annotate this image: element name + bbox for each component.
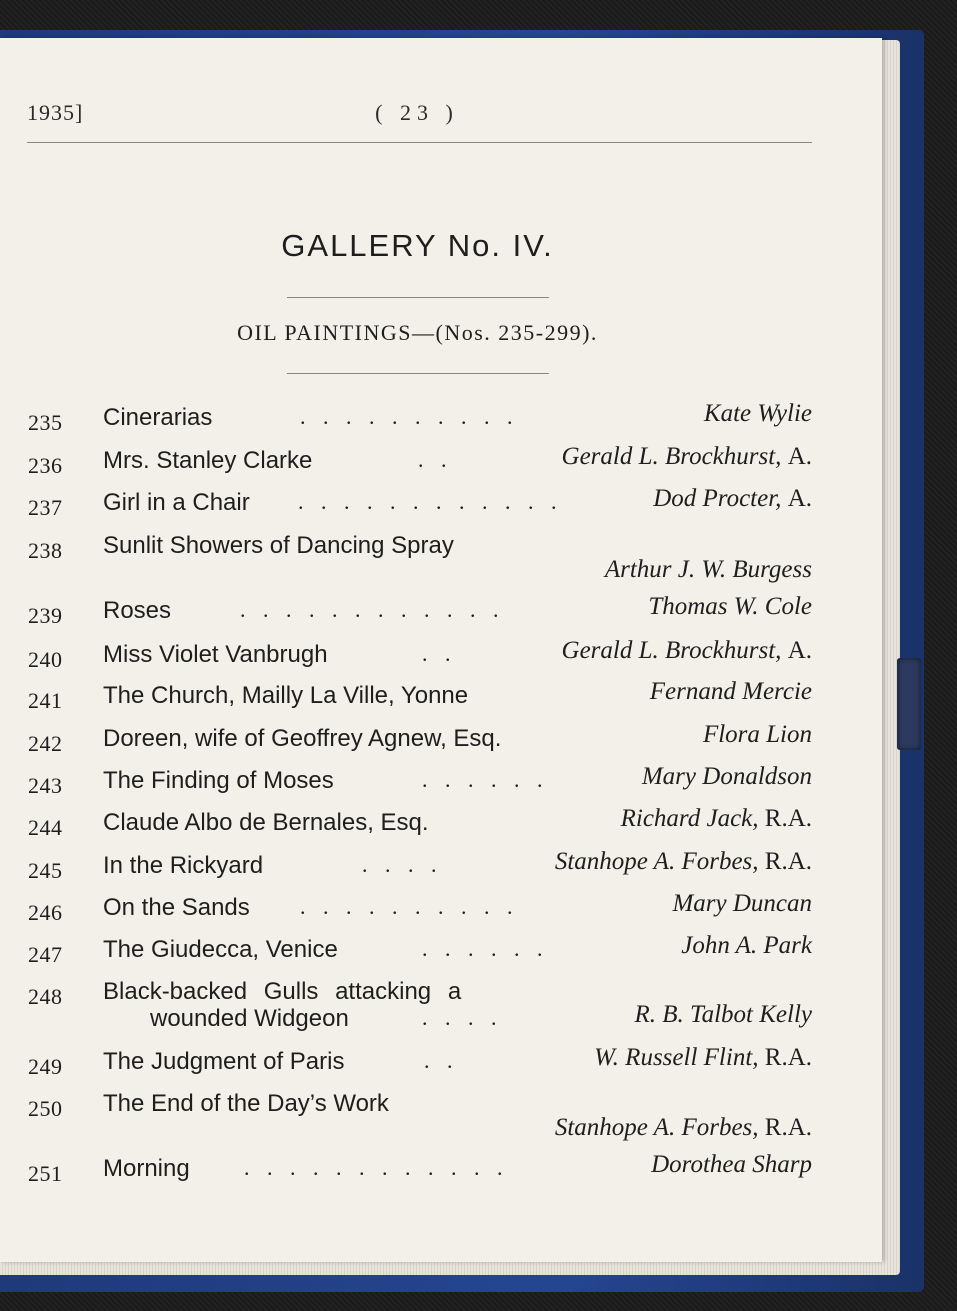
- entry-artist: Gerald L. Brockhurst, A.: [561, 443, 812, 470]
- dot-leader: . .: [422, 641, 457, 666]
- entry-artist: John A. Park: [681, 932, 812, 959]
- entry-artist: Stanhope A. Forbes, R.A.: [554, 1114, 812, 1141]
- title-rule: [287, 297, 549, 298]
- entry-artist: Richard Jack, R.A.: [620, 805, 812, 832]
- entry-number: 244: [28, 815, 63, 840]
- entry-title: Doreen, wife of Geoffrey Agnew, Esq.: [103, 725, 502, 752]
- entry-artist: R. B. Talbot Kelly: [634, 1001, 812, 1028]
- entry-artist: W. Russell Flint, R.A.: [594, 1044, 812, 1071]
- subtitle-rule: [287, 373, 549, 374]
- entry-number: 237: [28, 495, 63, 520]
- entry-number: 250: [28, 1096, 63, 1121]
- entry-title: The Church, Mailly La Ville, Yonne: [103, 682, 469, 709]
- page-header: [27, 100, 812, 132]
- entry-number: 248: [28, 984, 63, 1009]
- entry-artist: Dod Procter, A.: [653, 485, 812, 512]
- entry-artist: Stanhope A. Forbes, R.A.: [554, 848, 812, 875]
- dot-leader: . . . . . . . . . .: [300, 404, 519, 429]
- entry-title: Claude Albo de Bernales, Esq.: [103, 809, 429, 836]
- entry-title: Black-backed Gulls attacking a: [103, 978, 462, 1005]
- entry-title: The Giudecca, Venice: [103, 936, 338, 963]
- entry-artist: Fernand Mercie: [649, 678, 812, 705]
- entry-number: 235: [28, 410, 63, 435]
- ribbon-tab: [897, 658, 921, 750]
- dot-leader: . . . .: [422, 1005, 503, 1030]
- entry-artist: Mary Donaldson: [641, 763, 812, 790]
- entry-title: Miss Violet Vanbrugh: [103, 641, 328, 668]
- entry-title: Morning: [103, 1155, 190, 1182]
- dot-leader: . . . . . .: [422, 936, 549, 961]
- entry-title: The Judgment of Paris: [103, 1048, 345, 1075]
- entry-number: 238: [28, 538, 63, 563]
- entry-number: 249: [28, 1054, 63, 1079]
- entry-artist: Thomas W. Cole: [648, 593, 812, 620]
- entry-artist: Kate Wylie: [703, 400, 812, 427]
- entry-artist: Arthur J. W. Burgess: [604, 556, 812, 583]
- entry-title: The End of the Day’s Work: [103, 1090, 389, 1117]
- dot-leader: . .: [424, 1048, 459, 1073]
- entry-number: 241: [28, 688, 63, 713]
- year-label: 1935]: [27, 100, 84, 125]
- entry-artist: Mary Duncan: [672, 890, 812, 917]
- entry-number: 247: [28, 942, 63, 967]
- entry-title: In the Rickyard: [103, 852, 264, 879]
- entry-artist: Flora Lion: [702, 721, 812, 748]
- entry-number: 242: [28, 731, 63, 756]
- entry-number: 245: [28, 858, 63, 883]
- entry-title-continued: wounded Widgeon: [150, 1005, 349, 1032]
- entry-title: The Finding of Moses: [103, 767, 334, 794]
- dot-leader: . . . . . . . . . . . .: [298, 489, 563, 514]
- entry-artist: Dorothea Sharp: [651, 1151, 812, 1178]
- entry-title: Girl in a Chair: [103, 489, 250, 516]
- dot-leader: . . . .: [362, 852, 443, 877]
- dot-leader: . . . . . .: [422, 767, 549, 792]
- page-number: ( 23 ): [375, 100, 459, 125]
- entry-number: 240: [28, 647, 63, 672]
- entry-number: 236: [28, 453, 63, 478]
- dot-leader: . . . . . . . . . . . .: [240, 597, 505, 622]
- dot-leader: . . . . . . . . . .: [300, 894, 519, 919]
- entry-title: Sunlit Showers of Dancing Spray: [103, 532, 454, 559]
- entry-artist: Gerald L. Brockhurst, A.: [561, 637, 812, 664]
- entry-title: Mrs. Stanley Clarke: [103, 447, 313, 474]
- dot-leader: . . . . . . . . . . . .: [244, 1155, 509, 1180]
- entry-number: 251: [28, 1161, 63, 1186]
- entry-number: 239: [28, 603, 63, 628]
- entry-title: Cinerarias: [103, 404, 213, 431]
- entry-title: Roses: [103, 597, 172, 624]
- entry-title: On the Sands: [103, 894, 250, 921]
- dot-leader: . .: [418, 447, 453, 472]
- gallery-title: GALLERY No. IV.: [281, 228, 554, 263]
- entry-number: 243: [28, 773, 63, 798]
- header-rule: [27, 142, 812, 143]
- section-subtitle: OIL PAINTINGS—(Nos. 235-299).: [237, 320, 598, 345]
- entry-number: 246: [28, 900, 63, 925]
